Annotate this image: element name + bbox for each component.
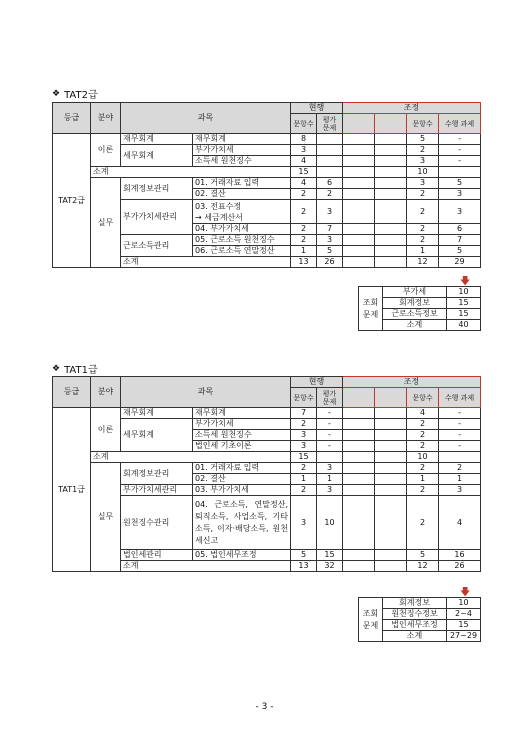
subject-cell: 재무회계 <box>193 134 291 145</box>
area-cell: 세무회계 <box>121 145 193 167</box>
practice-subtotal-label: 소계 <box>121 257 291 268</box>
diamond-bullet-icon: ❖ <box>52 363 61 374</box>
grade-cell: TAT1급 <box>53 408 91 572</box>
subject-cell: 소득세 원천징수 <box>193 156 291 167</box>
field-practice: 실무 <box>91 178 121 268</box>
page-number: - 3 - <box>255 702 274 712</box>
grade-cell: TAT2급 <box>53 134 91 268</box>
header-score: 평가 문제 <box>317 114 343 134</box>
field-theory: 이론 <box>91 408 121 452</box>
tat1-table: 등급 분야 과목 현행 조정 문항수 평가 문제 문항수 수행 과제 TAT1급 이론 재무회계 재무회계 7 - 4 - 세무회계 부가가치세 2 - 2 - 소득세 원천징수 3 - 2 - 법인세 기초이론 3 - 2 - 소계 15 10 실무 회계정보관리 01. 거래자료 입력 2 3 2 2 02. 결산 1 1 1 1 부가가치세관리 03. 부가가치세 2 3 2 3 원천징수관리 04. 근로소득, 연말정산, 퇴직소득, 사업소득, 기타소득, 이자·배당소득, 원천세신고 3 10 2 4 법인세관리 05. 법인세무조정 5 15 5 16 소계 13 32 12 26 <box>52 376 481 572</box>
summary-label: 조회 문제 <box>359 598 383 642</box>
tat2-summary: 조회 문제 부가세 10 회계정보 15 근로소득정보 15 소계 40 <box>358 286 481 331</box>
header-perf: 수행 과제 <box>439 114 481 134</box>
summary-label: 조회 문제 <box>359 287 383 331</box>
section-title-tat2: ❖ TAT2급 <box>52 88 98 101</box>
header-subject: 과목 <box>121 103 291 134</box>
area-cell: 재무회계 <box>121 134 193 145</box>
header-count2: 문항수 <box>407 114 439 134</box>
tat1-summary: 조회 문제 회계정보 10 원천징수정보 2~4 법인세무조정 15 소계 27~29 <box>358 597 481 642</box>
theory-subtotal-label: 소계 <box>91 167 291 178</box>
field-practice: 실무 <box>91 463 121 572</box>
header-current: 현행 <box>291 103 343 114</box>
diamond-bullet-icon: ❖ <box>52 88 61 99</box>
header-field: 분야 <box>91 103 121 134</box>
subject-cell: 부가가치세 <box>193 145 291 156</box>
header-adjust: 조정 <box>343 103 481 114</box>
header-grade: 등급 <box>53 103 91 134</box>
down-arrow-icon: 🡇 <box>460 587 471 598</box>
field-theory: 이론 <box>91 134 121 167</box>
down-arrow-icon: 🡇 <box>460 276 471 287</box>
tat2-table: 등급 분야 과목 현행 조정 문항수 평가 문제 문항수 수행 과제 TAT2급 이론 재무회계 재무회계 8 5 - 세무회계 부가가치세 3 2 - 소득세 원천징수 4 3 - 소계 15 10 실무 회계정보관리 01. 거래자료 입력 4 6 3 5 02. 결산 2 2 2 3 부가가치세관리 03. 전표수정 → 세금계산서 2 3 2 3 04. 부가가치세 2 7 2 6 근로소득관리 05. 근로소득 원천징수 2 3 2 7 06. 근로소득 연말정산 1 5 1 5 소계 13 26 12 29 <box>52 102 481 268</box>
header-count: 문항수 <box>291 114 317 134</box>
section-title-tat1: ❖ TAT1급 <box>52 363 98 376</box>
